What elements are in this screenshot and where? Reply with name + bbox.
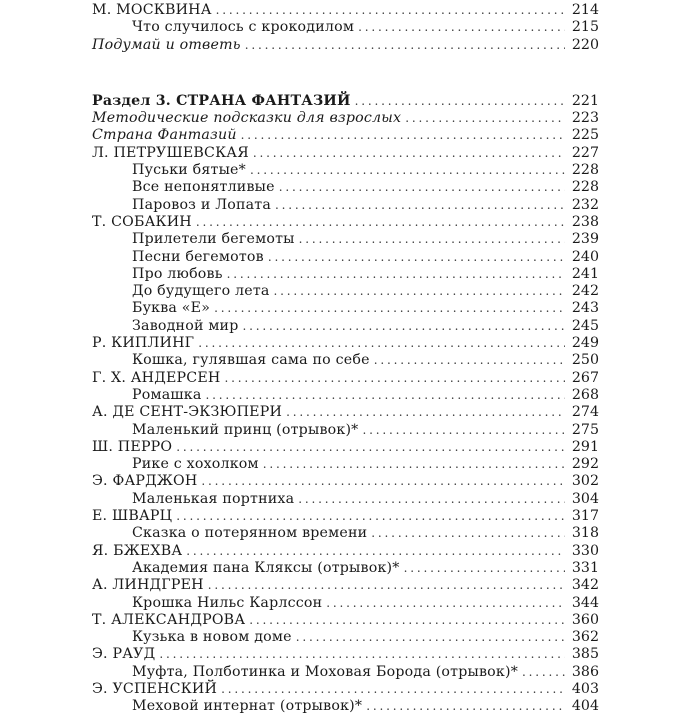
entry-page-number: 220 <box>571 36 599 53</box>
entry-page-number: 239 <box>571 231 599 248</box>
toc-work-entry <box>92 387 599 404</box>
dot-leader <box>208 577 565 594</box>
entry-page-number: 214 <box>571 2 599 18</box>
dot-leader <box>522 664 565 681</box>
dot-leader <box>214 300 565 317</box>
table-of-contents <box>92 2 599 716</box>
entry-title: Сказка о потерянном времени <box>132 525 368 542</box>
entry-title: Песни бегемотов <box>132 248 264 265</box>
toc-author-entry <box>92 127 599 144</box>
dot-leader <box>279 179 565 196</box>
entry-title: Р. КИПЛИНГ <box>92 335 195 352</box>
entry-title: М. МОСКВИНА <box>92 2 212 18</box>
toc-author-entry <box>92 335 599 352</box>
entry-page-number: 268 <box>571 386 599 403</box>
entry-title: Прилетели бегемоты <box>132 231 295 248</box>
dot-leader <box>358 19 565 36</box>
entry-title: Паровоз и Лопата <box>132 196 271 213</box>
entry-title: Все непонятливые <box>132 179 275 196</box>
dot-leader <box>245 37 565 54</box>
entry-page-number: 240 <box>571 248 599 265</box>
entry-page-number: 241 <box>571 265 599 282</box>
entry-title: Кузька в новом доме <box>132 629 292 646</box>
entry-title: Муфта, Полботинка и Моховая Борода (отрывок)* <box>132 663 519 680</box>
entry-page-number: 215 <box>571 19 599 36</box>
dot-leader <box>249 612 565 629</box>
dot-leader <box>253 145 565 162</box>
dot-leader <box>299 231 565 248</box>
dot-leader <box>198 335 565 352</box>
dot-leader <box>201 473 565 490</box>
entry-page-number: 227 <box>571 144 599 161</box>
entry-page-number: 242 <box>571 283 599 300</box>
toc-author-entry <box>92 646 599 663</box>
entry-title: До будущего лета <box>132 283 270 300</box>
entry-page-number: 250 <box>571 352 599 369</box>
dot-leader <box>196 214 565 231</box>
entry-page-number: 385 <box>571 646 599 663</box>
toc-work-entry <box>92 595 599 612</box>
dot-leader <box>366 698 565 715</box>
entry-title: Пуськи бятые* <box>132 162 246 179</box>
entry-title: Что случилось с крокодилом <box>132 19 355 36</box>
toc-work-entry <box>92 422 599 439</box>
toc-author-entry <box>92 145 599 162</box>
entry-title: Т. АЛЕКСАНДРОВА <box>92 611 246 628</box>
dot-leader <box>224 370 565 387</box>
entry-title: Г. Х. АНДЕРСЕН <box>92 369 221 386</box>
toc-work-entry <box>92 162 599 179</box>
entry-title: Про любовь <box>132 265 223 282</box>
entry-page-number: 304 <box>571 490 599 507</box>
entry-title: Т. СОБАКИН <box>92 213 192 230</box>
dot-leader <box>405 110 565 127</box>
dot-leader <box>298 491 565 508</box>
entry-page-number: 243 <box>571 300 599 317</box>
entry-page-number: 228 <box>571 162 599 179</box>
entry-title: А. ЛИНДГРЕН <box>92 577 204 594</box>
entry-page-number: 302 <box>571 473 599 490</box>
dot-leader <box>355 93 565 110</box>
toc-work-entry <box>92 352 599 369</box>
entry-title: Э. УСПЕНСКИЙ <box>92 680 218 697</box>
toc-work-entry <box>92 491 599 508</box>
entry-page-number: 291 <box>571 438 599 455</box>
toc-work-entry <box>92 231 599 248</box>
dot-leader <box>216 2 565 19</box>
toc-author-entry <box>92 37 599 54</box>
toc-work-entry <box>92 197 599 214</box>
entry-page-number: 317 <box>571 508 599 525</box>
entry-page-number: 228 <box>571 179 599 196</box>
dot-leader <box>176 508 565 525</box>
toc-work-entry <box>92 179 599 196</box>
entry-page-number: 386 <box>571 663 599 680</box>
entry-title: Подумай и ответь <box>92 36 241 53</box>
dot-leader <box>221 681 565 698</box>
entry-title: Методические подсказки для взрослых <box>92 110 402 127</box>
dot-leader <box>286 404 565 421</box>
dot-leader <box>263 456 565 473</box>
entry-page-number: 232 <box>571 196 599 213</box>
dot-leader <box>159 646 565 663</box>
dot-leader <box>206 387 566 404</box>
dot-leader <box>227 266 565 283</box>
entry-title: Маленький принц (отрывок)* <box>132 421 359 438</box>
entry-title: Буква «Е» <box>132 300 211 317</box>
entry-page-number: 225 <box>571 127 599 144</box>
toc-author-entry <box>92 612 599 629</box>
entry-title: Е. ШВАРЦ <box>92 508 173 525</box>
dot-leader <box>296 629 565 646</box>
toc-work-entry <box>92 19 599 36</box>
entry-title: Л. ПЕТРУШЕВСКАЯ <box>92 144 249 161</box>
entry-page-number: 249 <box>571 335 599 352</box>
dot-leader <box>362 422 565 439</box>
dot-leader <box>275 197 565 214</box>
dot-leader <box>186 543 565 560</box>
toc-work-entry <box>92 560 599 577</box>
entry-title: Маленькая портниха <box>132 490 295 507</box>
toc-author-entry <box>92 214 599 231</box>
entry-title: Крошка Нильс Карлссон <box>132 594 323 611</box>
dot-leader <box>326 595 565 612</box>
dot-leader <box>374 352 565 369</box>
toc-work-entry <box>92 525 599 542</box>
toc-author-entry <box>92 577 599 594</box>
toc-author-entry <box>92 508 599 525</box>
toc-author-entry <box>92 681 599 698</box>
entry-page-number: 238 <box>571 213 599 230</box>
entry-page-number: 404 <box>571 698 599 715</box>
dot-leader <box>274 283 565 300</box>
entry-page-number: 223 <box>571 110 599 127</box>
dot-leader <box>404 560 565 577</box>
toc-author-entry <box>92 404 599 421</box>
dot-leader <box>371 525 565 542</box>
toc-author-entry <box>92 2 599 19</box>
entry-title: Рике с хохолком <box>132 456 259 473</box>
entry-page-number: 221 <box>571 92 599 109</box>
dot-leader <box>243 318 566 335</box>
entry-page-number: 360 <box>571 611 599 628</box>
entry-page-number: 292 <box>571 456 599 473</box>
toc-author-entry <box>92 543 599 560</box>
entry-title: Страна Фантазий <box>92 127 237 144</box>
entry-page-number: 342 <box>571 577 599 594</box>
entry-page-number: 318 <box>571 525 599 542</box>
toc-work-entry <box>92 698 599 715</box>
entry-page-number: 403 <box>571 680 599 697</box>
dot-leader <box>176 439 565 456</box>
entry-page-number: 331 <box>571 559 599 576</box>
entry-title: Раздел 3. СТРАНА ФАНТАЗИЙ <box>92 92 351 109</box>
entry-page-number: 245 <box>571 317 599 334</box>
dot-leader <box>250 162 565 179</box>
toc-work-entry <box>92 629 599 646</box>
entry-title: Э. РАУД <box>92 646 156 663</box>
entry-page-number: 330 <box>571 542 599 559</box>
entry-title: А. ДЕ СЕНТ-ЭКЗЮПЕРИ <box>92 404 283 421</box>
entry-title: Академия пана Кляксы (отрывок)* <box>132 559 400 576</box>
toc-author-entry <box>92 439 599 456</box>
entry-title: Я. БЖЕХВА <box>92 542 183 559</box>
entry-page-number: 344 <box>571 594 599 611</box>
toc-work-entry <box>92 318 599 335</box>
dot-leader <box>241 127 565 144</box>
toc-work-entry <box>92 283 599 300</box>
entry-title: Меховой интернат (отрывок)* <box>132 698 363 715</box>
entry-title: Кошка, гулявшая сама по себе <box>132 352 370 369</box>
dot-leader <box>268 249 565 266</box>
toc-author-entry <box>92 370 599 387</box>
toc-work-entry <box>92 456 599 473</box>
entry-title: Ромашка <box>132 386 202 403</box>
toc-work-entry <box>92 266 599 283</box>
entry-page-number: 362 <box>571 629 599 646</box>
entry-title: Э. ФАРДЖОН <box>92 473 198 490</box>
entry-page-number: 274 <box>571 404 599 421</box>
entry-title: Ш. ПЕРРО <box>92 438 173 455</box>
toc-author-entry <box>92 473 599 490</box>
toc-author-entry <box>92 93 599 110</box>
toc-author-entry <box>92 110 599 127</box>
entry-page-number: 275 <box>571 421 599 438</box>
toc-work-entry <box>92 664 599 681</box>
entry-title: Заводной мир <box>132 317 239 334</box>
toc-work-entry <box>92 300 599 317</box>
toc-work-entry <box>92 249 599 266</box>
entry-page-number: 267 <box>571 369 599 386</box>
